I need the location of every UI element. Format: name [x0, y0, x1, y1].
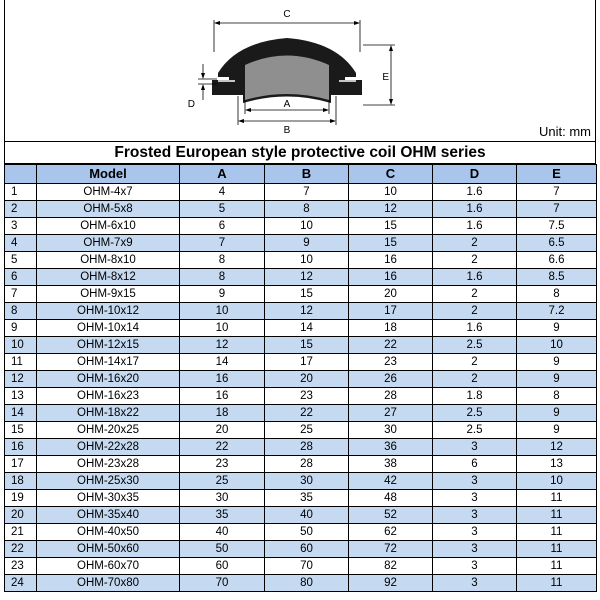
- dim-e-arrow-top: [389, 45, 393, 51]
- dim-c-arrow-right: [354, 21, 360, 25]
- cell-c: 15: [349, 235, 433, 252]
- header-c: C: [349, 165, 433, 184]
- cell-e: 7: [517, 201, 597, 218]
- cell-d: 2: [433, 286, 517, 303]
- dim-d-arrow-top: [201, 73, 205, 79]
- cell-a: 14: [180, 354, 265, 371]
- cell-b: 50: [265, 524, 349, 541]
- diagram-area: [4, 0, 596, 142]
- cell-a: 30: [180, 490, 265, 507]
- cell-b: 12: [265, 269, 349, 286]
- cell-c: 17: [349, 303, 433, 320]
- cell-e: 6.5: [517, 235, 597, 252]
- cell-d: 2: [433, 371, 517, 388]
- cell-no: 17: [5, 456, 37, 473]
- cell-a: 35: [180, 507, 265, 524]
- cell-no: 2: [5, 201, 37, 218]
- cell-b: 15: [265, 286, 349, 303]
- cell-e: 11: [517, 558, 597, 575]
- dim-e-arrow-bottom: [389, 99, 393, 105]
- table-row: [5, 269, 597, 286]
- cell-e: 6.6: [517, 252, 597, 269]
- dim-c-label: C: [283, 9, 291, 20]
- cell-e: 9: [517, 320, 597, 337]
- table-row: [5, 303, 597, 320]
- cell-e: 10: [517, 337, 597, 354]
- cell-model: OHM-22x28: [37, 439, 180, 456]
- header-no: [5, 165, 37, 184]
- cell-c: 92: [349, 575, 433, 592]
- cell-c: 62: [349, 524, 433, 541]
- cell-a: 4: [180, 184, 265, 201]
- cell-d: 3: [433, 558, 517, 575]
- cell-d: 2: [433, 354, 517, 371]
- cell-d: 1.6: [433, 269, 517, 286]
- cell-b: 30: [265, 473, 349, 490]
- cell-model: OHM-16x20: [37, 371, 180, 388]
- cell-e: 8: [517, 286, 597, 303]
- cell-c: 30: [349, 422, 433, 439]
- grommet-inner: [245, 56, 329, 101]
- cell-a: 12: [180, 337, 265, 354]
- table-row: [5, 439, 597, 456]
- header-d: D: [433, 165, 517, 184]
- table-row: [5, 575, 597, 592]
- cell-e: 10: [517, 473, 597, 490]
- cell-c: 42: [349, 473, 433, 490]
- cell-a: 6: [180, 218, 265, 235]
- cell-d: 2.5: [433, 337, 517, 354]
- cell-d: 1.6: [433, 201, 517, 218]
- cell-e: 7: [517, 184, 597, 201]
- cell-c: 18: [349, 320, 433, 337]
- cell-model: OHM-18x22: [37, 405, 180, 422]
- cell-b: 28: [265, 439, 349, 456]
- cell-a: 8: [180, 269, 265, 286]
- cell-e: 9: [517, 405, 597, 422]
- cell-c: 52: [349, 507, 433, 524]
- cell-d: 6: [433, 456, 517, 473]
- cell-model: OHM-7x9: [37, 235, 180, 252]
- cell-no: 11: [5, 354, 37, 371]
- cell-model: OHM-6x10: [37, 218, 180, 235]
- table-row: [5, 235, 597, 252]
- cell-b: 12: [265, 303, 349, 320]
- cell-a: 5: [180, 201, 265, 218]
- cell-d: 2: [433, 252, 517, 269]
- cell-model: OHM-14x17: [37, 354, 180, 371]
- cell-b: 22: [265, 405, 349, 422]
- cell-no: 4: [5, 235, 37, 252]
- grommet-cross-section-diagram: [5, 0, 597, 142]
- spec-sheet: [4, 0, 596, 600]
- cell-no: 20: [5, 507, 37, 524]
- cell-e: 9: [517, 422, 597, 439]
- cell-no: 7: [5, 286, 37, 303]
- cell-model: OHM-50x60: [37, 541, 180, 558]
- cell-d: 2: [433, 235, 517, 252]
- cell-b: 10: [265, 218, 349, 235]
- dim-e-label: E: [382, 72, 389, 83]
- cell-e: 7.5: [517, 218, 597, 235]
- cell-b: 14: [265, 320, 349, 337]
- cell-model: OHM-35x40: [37, 507, 180, 524]
- cell-d: 3: [433, 575, 517, 592]
- cell-e: 9: [517, 354, 597, 371]
- cell-model: OHM-4x7: [37, 184, 180, 201]
- unit-label: Unit: mm: [539, 124, 591, 139]
- cell-c: 16: [349, 252, 433, 269]
- cell-no: 22: [5, 541, 37, 558]
- table-body: [5, 184, 597, 592]
- cell-c: 26: [349, 371, 433, 388]
- cell-e: 13: [517, 456, 597, 473]
- cell-b: 10: [265, 252, 349, 269]
- cell-a: 7: [180, 235, 265, 252]
- cell-c: 38: [349, 456, 433, 473]
- table-row: [5, 337, 597, 354]
- cell-e: 11: [517, 541, 597, 558]
- cell-a: 9: [180, 286, 265, 303]
- header-model: Model: [37, 165, 180, 184]
- cell-a: 20: [180, 422, 265, 439]
- cell-d: 3: [433, 473, 517, 490]
- cell-e: 12: [517, 439, 597, 456]
- table-row: [5, 218, 597, 235]
- cell-b: 80: [265, 575, 349, 592]
- cell-no: 13: [5, 388, 37, 405]
- cell-b: 25: [265, 422, 349, 439]
- cell-d: 3: [433, 490, 517, 507]
- cell-no: 8: [5, 303, 37, 320]
- cell-no: 3: [5, 218, 37, 235]
- cell-c: 15: [349, 218, 433, 235]
- cell-model: OHM-23x28: [37, 456, 180, 473]
- table-row: [5, 201, 597, 218]
- dim-d-arrow-bottom: [201, 84, 205, 90]
- cell-no: 12: [5, 371, 37, 388]
- cell-no: 14: [5, 405, 37, 422]
- cell-no: 1: [5, 184, 37, 201]
- dim-d-label: D: [187, 99, 195, 110]
- cell-no: 6: [5, 269, 37, 286]
- cell-b: 35: [265, 490, 349, 507]
- cell-a: 60: [180, 558, 265, 575]
- cell-no: 9: [5, 320, 37, 337]
- cell-model: OHM-10x12: [37, 303, 180, 320]
- cell-model: OHM-16x23: [37, 388, 180, 405]
- cell-a: 16: [180, 388, 265, 405]
- cell-c: 28: [349, 388, 433, 405]
- cell-c: 10: [349, 184, 433, 201]
- cell-a: 25: [180, 473, 265, 490]
- cell-c: 16: [349, 269, 433, 286]
- cell-no: 15: [5, 422, 37, 439]
- cell-model: OHM-20x25: [37, 422, 180, 439]
- cell-a: 16: [180, 371, 265, 388]
- table-row: [5, 456, 597, 473]
- header-e: E: [517, 165, 597, 184]
- table-row: [5, 371, 597, 388]
- cell-no: 10: [5, 337, 37, 354]
- cell-a: 10: [180, 303, 265, 320]
- cell-c: 48: [349, 490, 433, 507]
- cell-d: 1.8: [433, 388, 517, 405]
- dim-a-arrow-right: [323, 108, 329, 112]
- cell-no: 24: [5, 575, 37, 592]
- dim-a-label: A: [283, 99, 291, 110]
- table-row: [5, 422, 597, 439]
- cell-d: 3: [433, 541, 517, 558]
- table-row: [5, 507, 597, 524]
- cell-e: 9: [517, 371, 597, 388]
- cell-b: 23: [265, 388, 349, 405]
- cell-model: OHM-60x70: [37, 558, 180, 575]
- cell-d: 1.6: [433, 218, 517, 235]
- table-row: [5, 541, 597, 558]
- cell-a: 22: [180, 439, 265, 456]
- cell-e: 11: [517, 524, 597, 541]
- cell-b: 28: [265, 456, 349, 473]
- cell-c: 23: [349, 354, 433, 371]
- cell-b: 7: [265, 184, 349, 201]
- cell-e: 8.5: [517, 269, 597, 286]
- cell-c: 22: [349, 337, 433, 354]
- cell-a: 50: [180, 541, 265, 558]
- cell-e: 8: [517, 388, 597, 405]
- table-row: [5, 184, 597, 201]
- cell-c: 36: [349, 439, 433, 456]
- cell-b: 15: [265, 337, 349, 354]
- cell-a: 18: [180, 405, 265, 422]
- cell-b: 70: [265, 558, 349, 575]
- cell-a: 40: [180, 524, 265, 541]
- cell-c: 27: [349, 405, 433, 422]
- table-row: [5, 473, 597, 490]
- header-a: A: [180, 165, 265, 184]
- cell-e: 11: [517, 575, 597, 592]
- cell-model: OHM-30x35: [37, 490, 180, 507]
- cell-a: 23: [180, 456, 265, 473]
- table-row: [5, 354, 597, 371]
- cell-b: 40: [265, 507, 349, 524]
- cell-model: OHM-40x50: [37, 524, 180, 541]
- dim-c-arrow-left: [214, 21, 220, 25]
- dim-a-arrow-left: [245, 108, 251, 112]
- cell-d: 3: [433, 439, 517, 456]
- cell-no: 19: [5, 490, 37, 507]
- spec-table: [4, 164, 597, 592]
- cell-b: 60: [265, 541, 349, 558]
- cell-c: 72: [349, 541, 433, 558]
- table-header-row: [5, 165, 597, 184]
- cell-model: OHM-25x30: [37, 473, 180, 490]
- cell-e: 7.2: [517, 303, 597, 320]
- cell-b: 8: [265, 201, 349, 218]
- cell-model: OHM-8x12: [37, 269, 180, 286]
- cell-a: 70: [180, 575, 265, 592]
- cell-model: OHM-70x80: [37, 575, 180, 592]
- cell-a: 10: [180, 320, 265, 337]
- cell-c: 12: [349, 201, 433, 218]
- table-row: [5, 286, 597, 303]
- cell-no: 16: [5, 439, 37, 456]
- table-row: [5, 320, 597, 337]
- dim-b-arrow-right: [330, 119, 336, 123]
- cell-c: 82: [349, 558, 433, 575]
- header-b: B: [265, 165, 349, 184]
- table-row: [5, 558, 597, 575]
- dim-b-arrow-left: [238, 119, 244, 123]
- table-row: [5, 388, 597, 405]
- table-row: [5, 524, 597, 541]
- table-row: [5, 405, 597, 422]
- cell-d: 1.6: [433, 320, 517, 337]
- cell-model: OHM-10x14: [37, 320, 180, 337]
- cell-b: 9: [265, 235, 349, 252]
- cell-no: 23: [5, 558, 37, 575]
- cell-no: 21: [5, 524, 37, 541]
- cell-no: 5: [5, 252, 37, 269]
- cell-model: OHM-12x15: [37, 337, 180, 354]
- cell-e: 11: [517, 507, 597, 524]
- cell-no: 18: [5, 473, 37, 490]
- cell-b: 20: [265, 371, 349, 388]
- cell-d: 2.5: [433, 405, 517, 422]
- cell-model: OHM-8x10: [37, 252, 180, 269]
- cell-c: 20: [349, 286, 433, 303]
- cell-e: 11: [517, 490, 597, 507]
- cell-d: 1.6: [433, 184, 517, 201]
- cell-a: 8: [180, 252, 265, 269]
- cell-d: 2: [433, 303, 517, 320]
- dim-b-label: B: [283, 125, 291, 136]
- cell-d: 3: [433, 524, 517, 541]
- table-row: [5, 490, 597, 507]
- table-row: [5, 252, 597, 269]
- cell-d: 2.5: [433, 422, 517, 439]
- table-title: Frosted European style protective coil OHM series: [4, 142, 596, 164]
- cell-model: OHM-9x15: [37, 286, 180, 303]
- cell-model: OHM-5x8: [37, 201, 180, 218]
- cell-b: 17: [265, 354, 349, 371]
- cell-d: 3: [433, 507, 517, 524]
